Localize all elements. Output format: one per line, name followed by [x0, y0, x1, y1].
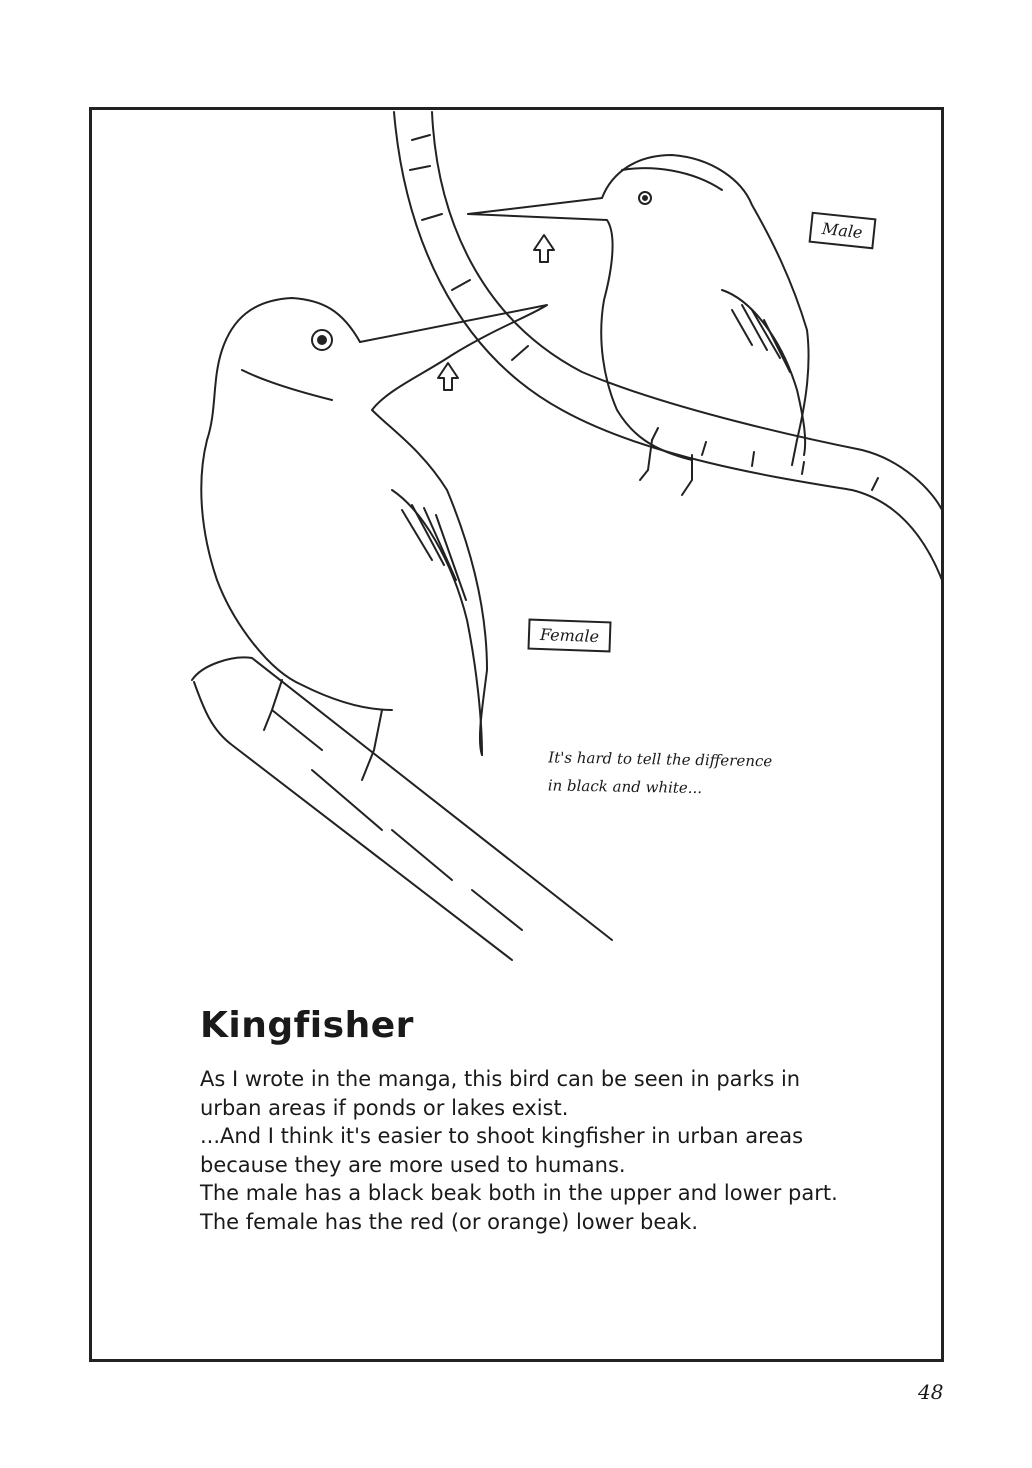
body-line: urban areas if ponds or lakes exist. [200, 1095, 569, 1120]
female-bird-drawing [201, 298, 547, 780]
page-frame [89, 107, 944, 1362]
male-bird-drawing [468, 155, 809, 495]
caption-line: in black and white... [547, 776, 703, 798]
body-line: because they are more used to humans. [200, 1152, 626, 1177]
male-beak-arrow-icon [534, 235, 554, 262]
female-beak-arrow-icon [438, 363, 458, 390]
caption-line: It's hard to tell the difference [548, 748, 773, 771]
male-label: Male [809, 212, 876, 250]
page-number: 48 [918, 1380, 944, 1404]
article-title: Kingfisher [200, 1005, 414, 1046]
straight-branch [192, 657, 612, 960]
curved-branch [394, 112, 941, 580]
body-line: The male has a black beak both in the upper and lower part. [200, 1181, 838, 1205]
bw-caption [548, 743, 849, 804]
body-line: The female has the red (or orange) lower beak. [200, 1209, 699, 1234]
article-body [200, 1065, 920, 1236]
female-label: Female [527, 619, 611, 653]
body-line: As I wrote in the manga, this bird can be seen in parks in [200, 1067, 801, 1091]
body-line: ...And I think it's easier to shoot kingfisher in urban areas [200, 1124, 804, 1148]
